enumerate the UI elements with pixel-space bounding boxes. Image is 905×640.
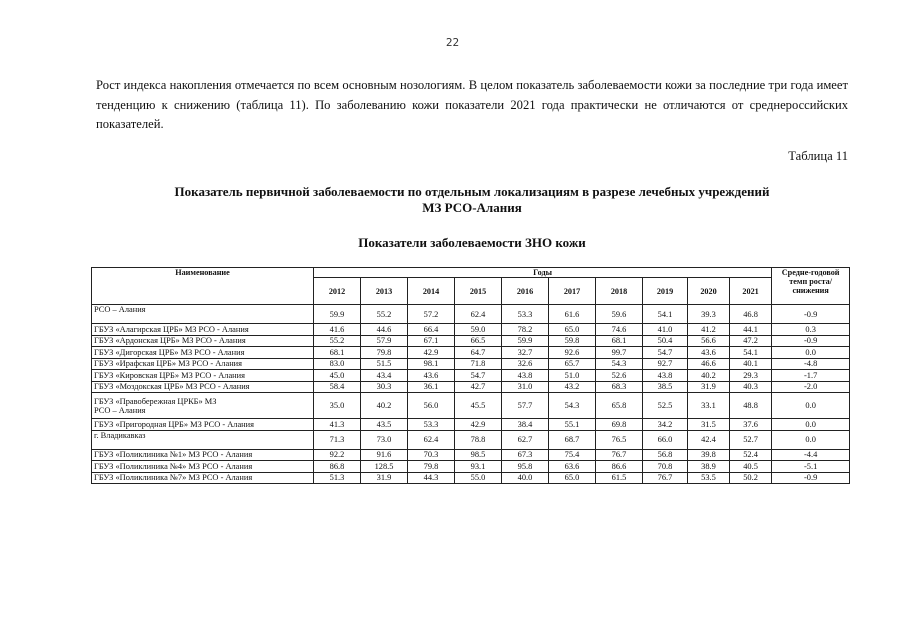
value-cell: 61.5	[596, 472, 643, 484]
row-name-line-1: ГБУЗ «Правобережная ЦРКБ» МЗ	[94, 396, 217, 406]
value-cell: 62.7	[502, 430, 549, 449]
row-name: ГБУЗ «Моздокская ЦРБ» МЗ РСО - Алания	[92, 381, 314, 393]
table-title-line-1: Показатель первичной заболеваемости по отдельным локализациям в разрезе лечебных учреждений	[174, 184, 770, 199]
value-cell: 44.3	[408, 472, 455, 484]
value-cell: 92.2	[314, 449, 361, 461]
value-cell: 43.2	[549, 381, 596, 393]
value-cell: 83.0	[314, 358, 361, 370]
value-cell: 39.3	[688, 305, 730, 324]
value-cell: 68.1	[596, 335, 643, 347]
value-cell: 43.8	[502, 370, 549, 382]
rate-cell: 0.3	[772, 324, 850, 336]
table-row	[92, 347, 850, 359]
value-cell: 58.4	[314, 381, 361, 393]
value-cell: 46.6	[688, 358, 730, 370]
value-cell: 41.2	[688, 324, 730, 336]
table-row	[92, 430, 850, 449]
table-row	[92, 305, 850, 324]
value-cell: 33.1	[688, 393, 730, 419]
value-cell: 52.4	[730, 449, 772, 461]
value-cell: 92.6	[549, 347, 596, 359]
rate-cell: -2.0	[772, 381, 850, 393]
value-cell: 55.1	[549, 419, 596, 431]
value-cell: 98.1	[408, 358, 455, 370]
value-cell: 65.0	[549, 472, 596, 484]
rate-cell: 0.0	[772, 419, 850, 431]
value-cell: 66.4	[408, 324, 455, 336]
row-name-line-2: РСО – Алания	[94, 405, 146, 415]
header-year: 2017	[549, 278, 596, 305]
value-cell: 63.6	[549, 461, 596, 473]
header-years: Годы	[314, 268, 772, 278]
value-cell: 31.0	[502, 381, 549, 393]
value-cell: 42.7	[455, 381, 502, 393]
value-cell: 39.8	[688, 449, 730, 461]
header-year: 2014	[408, 278, 455, 305]
value-cell: 38.5	[643, 381, 688, 393]
value-cell: 43.5	[361, 419, 408, 431]
value-cell: 41.6	[314, 324, 361, 336]
header-year: 2018	[596, 278, 643, 305]
value-cell: 40.1	[730, 358, 772, 370]
value-cell: 68.3	[596, 381, 643, 393]
value-cell: 40.2	[688, 370, 730, 382]
value-cell: 43.6	[408, 370, 455, 382]
value-cell: 66.5	[455, 335, 502, 347]
value-cell: 54.7	[455, 370, 502, 382]
rate-cell: 0.0	[772, 347, 850, 359]
value-cell: 31.9	[688, 381, 730, 393]
table-row	[92, 381, 850, 393]
value-cell: 68.7	[549, 430, 596, 449]
value-cell: 52.6	[596, 370, 643, 382]
value-cell: 30.3	[361, 381, 408, 393]
value-cell: 71.8	[455, 358, 502, 370]
value-cell: 32.6	[502, 358, 549, 370]
value-cell: 41.3	[314, 419, 361, 431]
value-cell: 57.7	[502, 393, 549, 419]
value-cell: 40.5	[730, 461, 772, 473]
table-row	[92, 335, 850, 347]
value-cell: 44.6	[361, 324, 408, 336]
value-cell: 51.5	[361, 358, 408, 370]
row-name: ГБУЗ «Алагирская ЦРБ» МЗ РСО - Алания	[92, 324, 314, 336]
value-cell: 57.2	[408, 305, 455, 324]
value-cell: 67.1	[408, 335, 455, 347]
value-cell: 86.6	[596, 461, 643, 473]
header-year: 2020	[688, 278, 730, 305]
table-row	[92, 324, 850, 336]
row-name: ГБУЗ «Поликлиника №1» МЗ РСО - Алания	[92, 449, 314, 461]
value-cell: 78.2	[502, 324, 549, 336]
rate-cell: 0.0	[772, 430, 850, 449]
value-cell: 76.7	[643, 472, 688, 484]
value-cell: 56.8	[643, 449, 688, 461]
value-cell: 98.5	[455, 449, 502, 461]
row-name: ГБУЗ «Пригородная ЦРБ» МЗ РСО - Алания	[92, 419, 314, 431]
value-cell: 54.7	[643, 347, 688, 359]
value-cell: 42.9	[408, 347, 455, 359]
page-number: 22	[445, 36, 460, 49]
value-cell: 31.9	[361, 472, 408, 484]
table-row	[92, 393, 850, 419]
value-cell: 70.3	[408, 449, 455, 461]
value-cell: 46.8	[730, 305, 772, 324]
value-cell: 45.0	[314, 370, 361, 382]
value-cell: 56.0	[408, 393, 455, 419]
rate-cell: 0.0	[772, 393, 850, 419]
value-cell: 93.1	[455, 461, 502, 473]
value-cell: 54.1	[730, 347, 772, 359]
value-cell: 95.8	[502, 461, 549, 473]
value-cell: 38.4	[502, 419, 549, 431]
row-name: ГБУЗ «Поликлиника №7» МЗ РСО - Алания	[92, 472, 314, 484]
value-cell: 34.2	[643, 419, 688, 431]
value-cell: 61.6	[549, 305, 596, 324]
value-cell: 69.8	[596, 419, 643, 431]
value-cell: 92.7	[643, 358, 688, 370]
value-cell: 66.0	[643, 430, 688, 449]
row-name: ГБУЗ «Ардонская ЦРБ» МЗ РСО - Алания	[92, 335, 314, 347]
value-cell: 47.2	[730, 335, 772, 347]
rate-cell: -5.1	[772, 461, 850, 473]
value-cell: 67.3	[502, 449, 549, 461]
value-cell: 65.7	[549, 358, 596, 370]
value-cell: 75.4	[549, 449, 596, 461]
value-cell: 71.3	[314, 430, 361, 449]
rate-cell: -0.9	[772, 335, 850, 347]
header-rate: Средне-годовой темп роста/ снижения	[772, 268, 850, 305]
value-cell: 32.7	[502, 347, 549, 359]
rate-cell: -4.4	[772, 449, 850, 461]
value-cell: 52.5	[643, 393, 688, 419]
value-cell: 37.6	[730, 419, 772, 431]
value-cell: 36.1	[408, 381, 455, 393]
table-label: Таблица 11	[788, 149, 848, 163]
table-row	[92, 472, 850, 484]
value-cell: 43.6	[688, 347, 730, 359]
value-cell: 91.6	[361, 449, 408, 461]
row-name: ГБУЗ «Кировская ЦРБ» МЗ РСО - Алания	[92, 370, 314, 382]
header-year: 2013	[361, 278, 408, 305]
value-cell: 59.9	[502, 335, 549, 347]
table-title	[96, 184, 848, 216]
value-cell: 59.8	[549, 335, 596, 347]
row-name: г. Владикавказ	[92, 430, 314, 449]
rate-cell: -0.9	[772, 472, 850, 484]
value-cell: 41.0	[643, 324, 688, 336]
header-year: 2015	[455, 278, 502, 305]
value-cell: 79.8	[361, 347, 408, 359]
table-title-line-2: МЗ РСО-Алания	[422, 200, 522, 215]
value-cell: 86.8	[314, 461, 361, 473]
header-year: 2019	[643, 278, 688, 305]
header-name: Наименование	[92, 268, 314, 305]
value-cell: 53.5	[688, 472, 730, 484]
value-cell: 45.5	[455, 393, 502, 419]
value-cell: 51.3	[314, 472, 361, 484]
value-cell: 73.0	[361, 430, 408, 449]
value-cell: 65.0	[549, 324, 596, 336]
value-cell: 40.2	[361, 393, 408, 419]
value-cell: 44.1	[730, 324, 772, 336]
value-cell: 53.3	[502, 305, 549, 324]
table-row	[92, 358, 850, 370]
value-cell: 57.9	[361, 335, 408, 347]
value-cell: 55.2	[314, 335, 361, 347]
value-cell: 43.4	[361, 370, 408, 382]
table-row	[92, 419, 850, 431]
value-cell: 78.8	[455, 430, 502, 449]
row-name	[92, 393, 314, 419]
value-cell: 40.3	[730, 381, 772, 393]
value-cell: 42.4	[688, 430, 730, 449]
value-cell: 68.1	[314, 347, 361, 359]
value-cell: 52.7	[730, 430, 772, 449]
intro-paragraph: Рост индекса накопления отмечается по всем основным нозологиям. В целом показатель заболеваемости кожи за последние три года имеет тенденцию к снижению (таблица 11). По заболеванию кожи показатели 2021 года практически не отличаются от среднероссийских показателей.	[96, 78, 848, 131]
value-cell: 56.6	[688, 335, 730, 347]
value-cell: 50.4	[643, 335, 688, 347]
row-name: ГБУЗ «Поликлиника №4» МЗ РСО - Алания	[92, 461, 314, 473]
header-year: 2021	[730, 278, 772, 305]
row-name: РСО – Алания	[92, 305, 314, 324]
value-cell: 59.0	[455, 324, 502, 336]
incidence-table	[91, 267, 850, 484]
value-cell: 35.0	[314, 393, 361, 419]
value-cell: 54.1	[643, 305, 688, 324]
rate-cell: -4.8	[772, 358, 850, 370]
row-name: ГБУЗ «Ирафская ЦРБ» МЗ РСО - Алания	[92, 358, 314, 370]
value-cell: 48.8	[730, 393, 772, 419]
value-cell: 55.0	[455, 472, 502, 484]
rate-cell: -0.9	[772, 305, 850, 324]
table-row	[92, 449, 850, 461]
value-cell: 62.4	[408, 430, 455, 449]
rate-cell: -1.7	[772, 370, 850, 382]
value-cell: 62.4	[455, 305, 502, 324]
value-cell: 76.5	[596, 430, 643, 449]
value-cell: 74.6	[596, 324, 643, 336]
value-cell: 59.6	[596, 305, 643, 324]
value-cell: 76.7	[596, 449, 643, 461]
value-cell: 64.7	[455, 347, 502, 359]
value-cell: 65.8	[596, 393, 643, 419]
value-cell: 54.3	[549, 393, 596, 419]
value-cell: 128.5	[361, 461, 408, 473]
value-cell: 51.0	[549, 370, 596, 382]
value-cell: 79.8	[408, 461, 455, 473]
table-row	[92, 461, 850, 473]
value-cell: 70.8	[643, 461, 688, 473]
header-year: 2016	[502, 278, 549, 305]
value-cell: 99.7	[596, 347, 643, 359]
value-cell: 38.9	[688, 461, 730, 473]
value-cell: 42.9	[455, 419, 502, 431]
value-cell: 50.2	[730, 472, 772, 484]
row-name: ГБУЗ «Дигорская ЦРБ» МЗ РСО - Алания	[92, 347, 314, 359]
value-cell: 29.3	[730, 370, 772, 382]
table-subtitle: Показатели заболеваемости ЗНО кожи	[358, 235, 586, 250]
value-cell: 40.0	[502, 472, 549, 484]
value-cell: 53.3	[408, 419, 455, 431]
value-cell: 31.5	[688, 419, 730, 431]
table-row	[92, 370, 850, 382]
value-cell: 59.9	[314, 305, 361, 324]
value-cell: 43.8	[643, 370, 688, 382]
value-cell: 55.2	[361, 305, 408, 324]
header-year: 2012	[314, 278, 361, 305]
value-cell: 54.3	[596, 358, 643, 370]
